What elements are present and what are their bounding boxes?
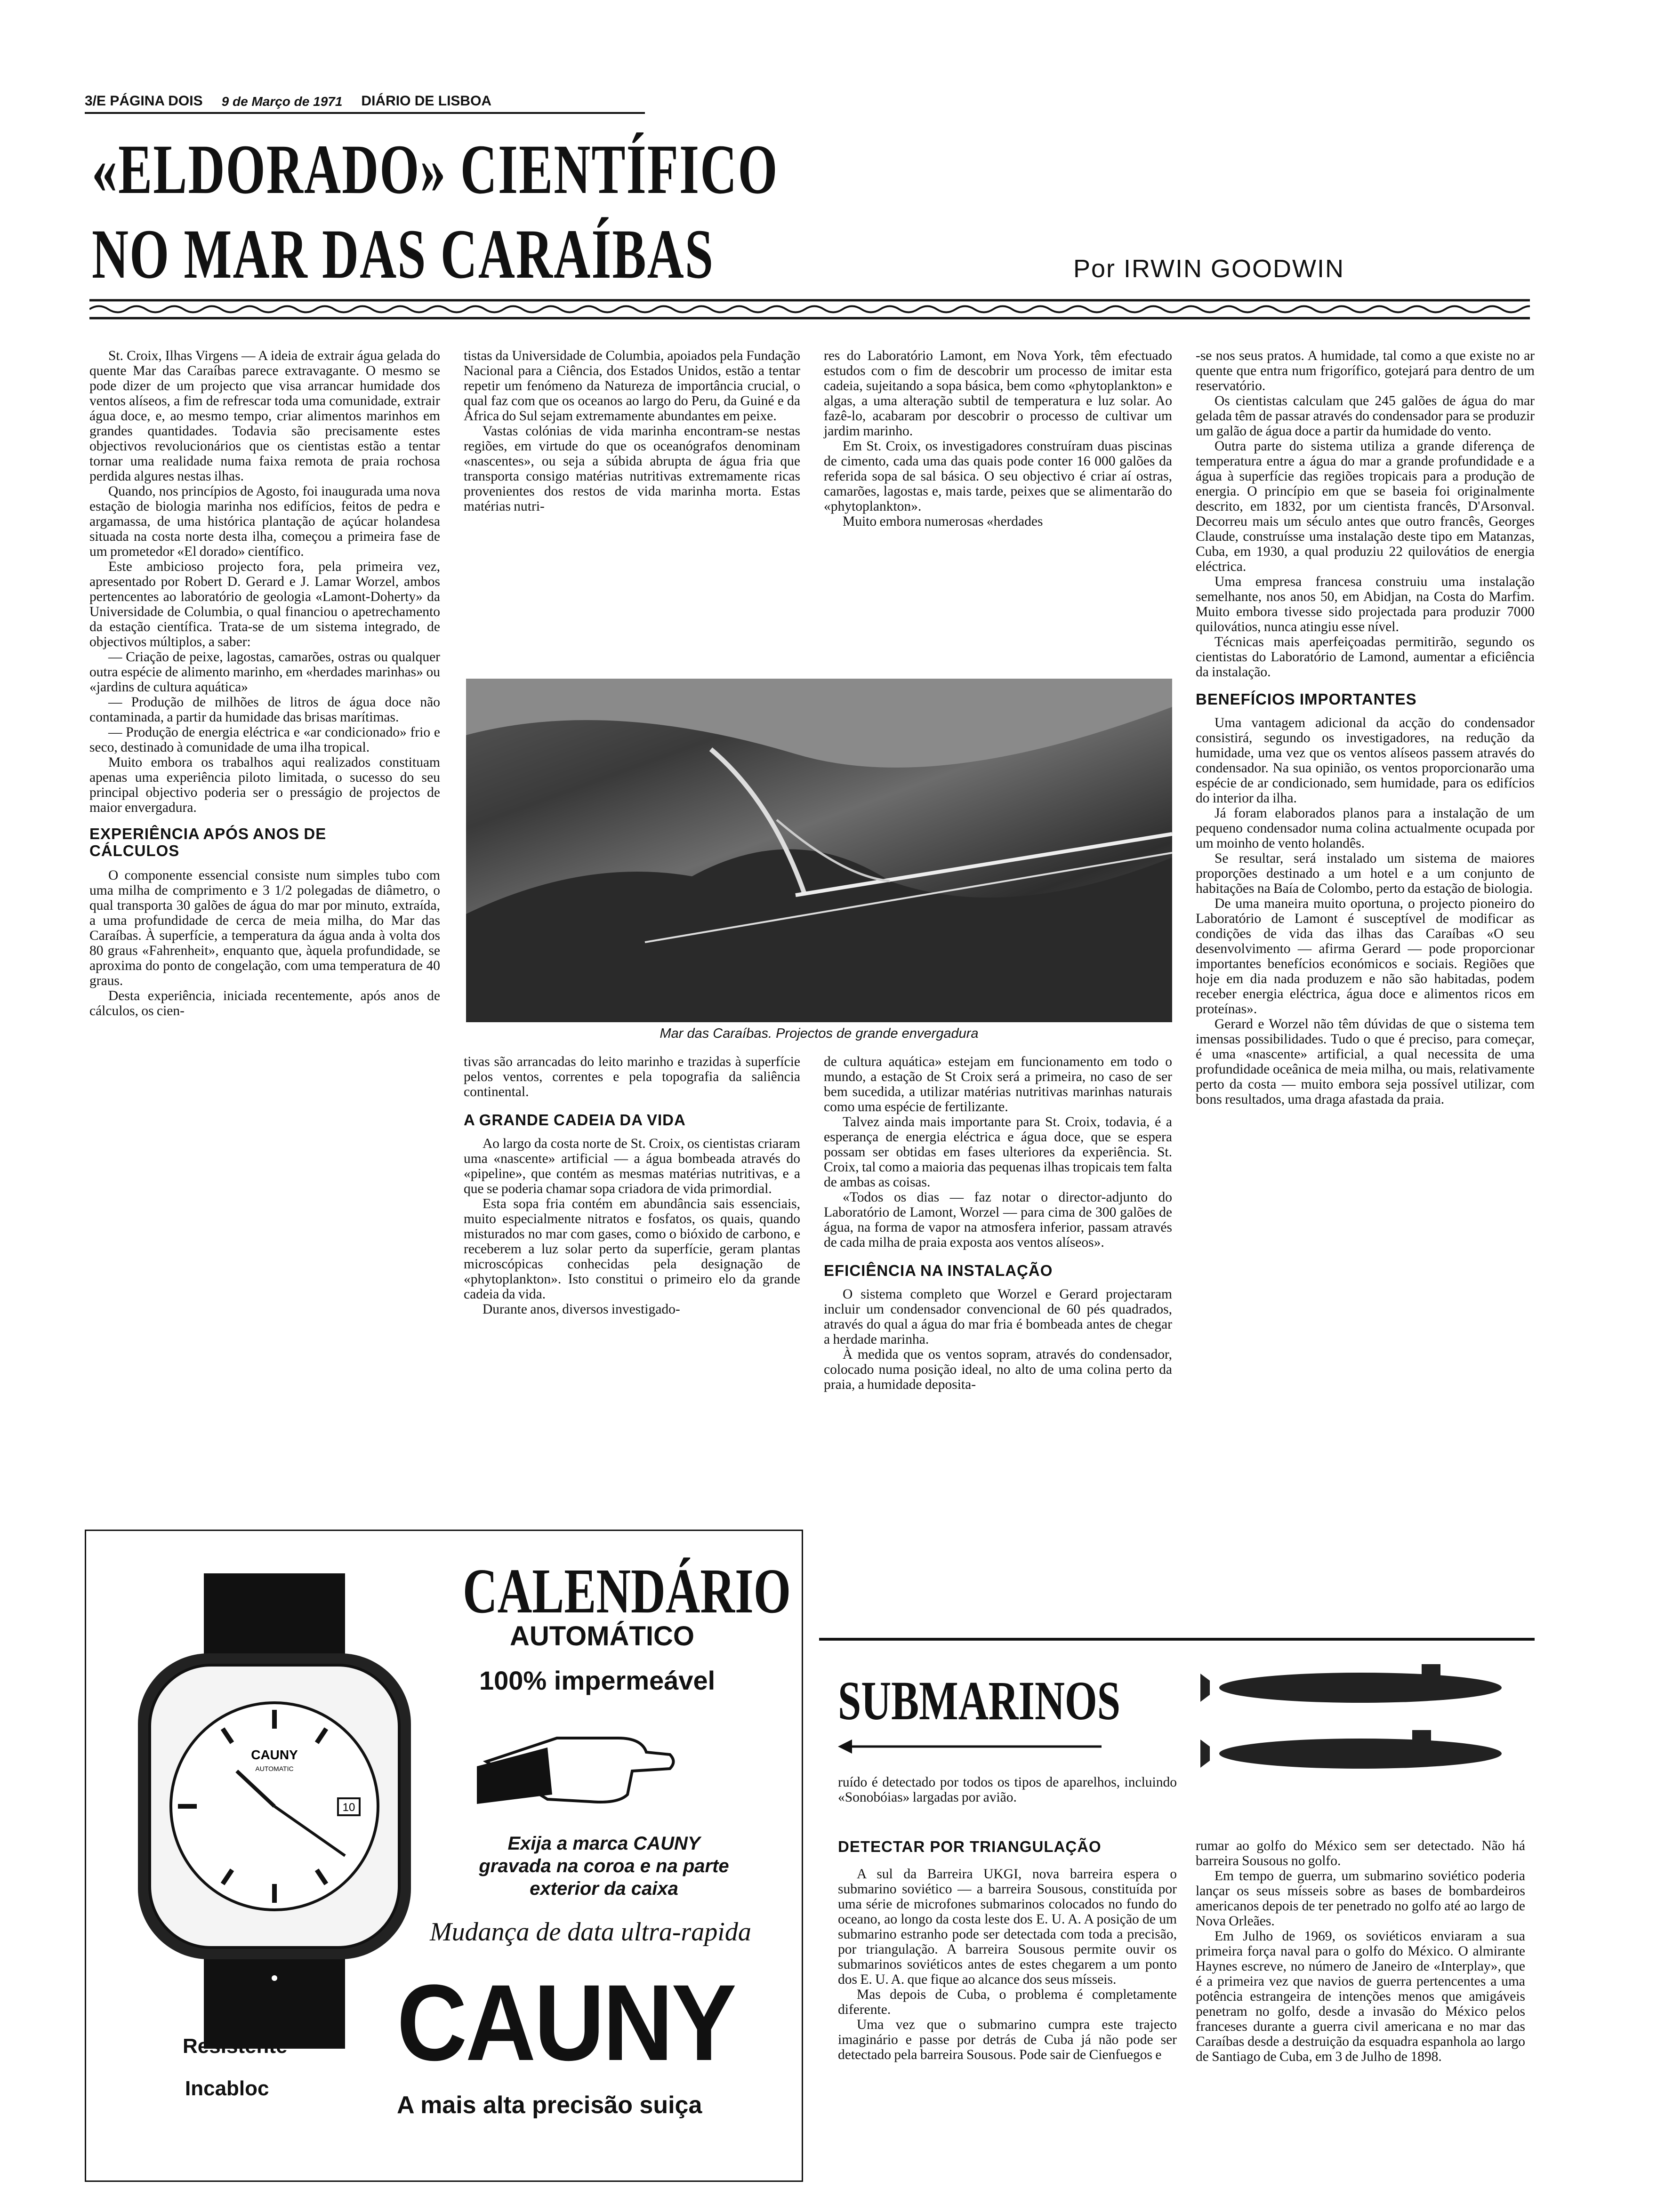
paragraph: A sul da Barreira UKGI, nova barreira espera o submarino soviético — a barreira Sousous, constituída por uma série de microfones submarinos colocados no fundo do oceano, ao longo da costa leste dos E. U. A. A posição de um submarino estranho pode ser detectada com toda a precisão, por triangulação. A barreira Sousous permite ouvir os submarinos soviéticos antes de estes chegarem a um ponto dos E. U. A. que fique ao alcance dos seus mísseis. bbox=[838, 1867, 1177, 1987]
cauny-advertisement bbox=[85, 1530, 803, 2182]
paragraph: «Todos os dias — faz notar o director-adjunto do Laboratório de Lamont, Worzel — para cima de 300 galões de água, na forma de vapor na atmosfera inferior, passam através de cada milha de praia exposta aos ventos alíseos». bbox=[824, 1190, 1172, 1250]
article-column-1 bbox=[89, 348, 440, 1018]
paragraph: de cultura aquática» estejam em funcionamento em todo o mundo, a estação de St Croix será a primeira, no caso de ser bem sucedida, a utilizar matérias nutritivas marinhas naturais como uma espécie de fertilizante. bbox=[824, 1054, 1172, 1114]
paragraph: Gerard e Worzel não têm dúvidas de que o sistema tem imensas possibilidades. Tudo o que é preciso, para começar, é uma «nascente» artificial, a qual necessita de uma profundidade oceânica de meia milha, ou mais, relativamente perto da costa — muito embora seja possível utilizar, com bons resultados, uma draga afastada da praia. bbox=[1196, 1017, 1535, 1107]
watch-illustration bbox=[124, 1573, 425, 2049]
ad-resistente: Resistente bbox=[183, 2035, 288, 2058]
aerial-photo bbox=[466, 679, 1172, 1022]
paragraph: St. Croix, Ilhas Virgens — A ideia de extrair água gelada do quente Mar das Caraíbas parece extravagante. O mesmo se pode dizer de um projecto que visa arrancar humidade dos ventos alíseos, a fim de refrescar toda uma comunidade, extrair água doce, e, ao mesmo tempo, criar alimentos marinhos em grandes quantidades. Todavia são precisamente estes objectivos revolucionários que os cientistas estão a tentar tornar uma realidade numa faixa remota de praia rochosa perdida algures nestas ilhas. bbox=[89, 348, 440, 484]
paragraph: rumar ao golfo do México sem ser detectado. Não há barreira Sousous no golfo. bbox=[1196, 1838, 1525, 1868]
subhead-experiencia: EXPERIÊNCIA APÓS ANOS DE CÁLCULOS bbox=[89, 825, 327, 859]
paragraph: Durante anos, diversos investigado- bbox=[483, 1302, 680, 1317]
paragraph: — Produção de energia eléctrica e «ar condicionado» frio e seco, destinado à comunidade de uma ilha tropical. bbox=[89, 725, 440, 755]
paragraph: Uma empresa francesa construiu uma instalação semelhante, nos anos 50, em Abidjan, na Costa do Marfim. Muito embora tivesse sido projectada para produzir 7000 quilovátios, nunca atingiu esse nível. bbox=[1196, 574, 1535, 634]
submarine-illustration bbox=[1200, 1659, 1520, 1787]
byline: Por IRWIN GOODWIN bbox=[1073, 255, 1345, 283]
newspaper-name: DIÁRIO DE LISBOA bbox=[361, 93, 492, 109]
paragraph: Muito embora os trabalhos aqui realizados constituam apenas uma experiência piloto limitada, o sucesso do seu principal objectivo poderia ser o presságio de projectos de maior envergadura. bbox=[89, 755, 440, 815]
subhead-beneficios: BENEFÍCIOS IMPORTANTES bbox=[1196, 690, 1417, 708]
paragraph: De uma maneira muito oportuna, o projecto pioneiro do Laboratório de Lamont é susceptível de modificar as condições de vida das ilhas das Caraíbas «O seu desenvolvimento — afirma Gerard — pode proporcionar importantes benefícios económicos e sociais. Regiões que hoje em dia nada produzem e não são habitadas, podem receber energia eléctrica, água doce e alimentos ricos em proteínas». bbox=[1196, 896, 1535, 1017]
issue-date: 9 de Março de 1971 bbox=[221, 94, 343, 109]
subhead-eficiencia: EFICIÊNCIA NA INSTALAÇÃO bbox=[824, 1262, 1053, 1279]
paragraph: — Criação de peixe, lagostas, camarões, ostras ou qualquer outra espécie de alimento marinho, em «herdades marinhas» ou «jardins de cultura aquática» bbox=[89, 649, 440, 695]
photo-caption: Mar das Caraíbas. Projectos de grande envergadura bbox=[660, 1026, 979, 1041]
paragraph: tivas são arrancadas do leito marinho e trazidas à superfície pelos ventos, correntes e pela topografia da saliência continental. bbox=[464, 1054, 800, 1099]
section-label: 3/E PÁGINA DOIS bbox=[85, 93, 203, 109]
paragraph: Já foram elaborados planos para a instalação de um pequeno condensador numa colina actualmente ocupada por um moinho de vento holandês. bbox=[1196, 806, 1535, 851]
paragraph: Em Julho de 1969, os soviéticos enviaram a sua primeira força naval para o golfo do México. O almirante Haynes escreve, no número de Janeiro de «Interplay», que é a primeira vez que navios de guerra pertencentes a uma potência estrangeira de intenções menos que amigáveis penetram no golfo, desde a invasão do México pelos franceses durante a guerra civil americana e no mar das Caraíbas desde a destruição da esquadra espanhola ao largo de Santiago de Cuba, em 3 de Julho de 1898. bbox=[1196, 1929, 1525, 2064]
paragraph: Quando, nos princípios de Agosto, foi inaugurada uma nova estação de biologia marinha nos edifícios, feitos de pedra e argamassa, de uma histórica plantação de açúcar holandesa situada na costa norte desta ilha, começou a primeira fase de um prometedor «El dorado» científico. bbox=[89, 484, 440, 559]
headline-line-2: NO MAR DAS CARAÍBAS bbox=[92, 215, 715, 293]
ad-precision: A mais alta precisão suiça bbox=[397, 2092, 702, 2119]
paragraph: O componente essencial consiste num simples tubo com uma milha de comprimento e 3 1/2 polegadas de diâmetro, o qual transporta 30 galões de água do mar por minuto, extraída, a uma profundidade de cerca de meia milha, do Mar das Caraíbas. À superfície, a temperatura da água anda à volta dos 80 graus «Fahrenheit», enquanto que, àquela profundidade, se aproxima do ponto de congelação, com uma temperatura de 40 graus. bbox=[89, 868, 440, 988]
paragraph: res do Laboratório Lamont, em Nova York, têm efectuado estudos com o fim de descobrir um processo de imitar esta cadeia, sujeitando a sopa básica, bem como «phytoplankton» e algas, a uma alteração subtil de temperatura e luz solar. Ao fazê-lo, acabaram por descobrir o processo de cultivar um jardim marinho. bbox=[824, 348, 1172, 439]
paragraph: Muito embora numerosas «herdades bbox=[843, 514, 1043, 529]
article-column-4 bbox=[1196, 348, 1535, 1107]
submarinos-column-1 bbox=[838, 1867, 1177, 2062]
subhead-triangulacao: DETECTAR POR TRIANGULAÇÃO bbox=[838, 1838, 1102, 1855]
submarinos-article bbox=[819, 1638, 1535, 2135]
paragraph: Ao largo da costa norte de St. Croix, os cientistas criaram uma «nascente» artificial — a água bombeada através do «pipeline», que contém as mesmas matérias nutritivas, e a que se poderia chamar sopa criadora de vida primordial. bbox=[464, 1136, 800, 1196]
subhead-cadeia: A GRANDE CADEIA DA VIDA bbox=[464, 1111, 686, 1129]
submarinos-title: SUBMARINOS bbox=[838, 1670, 1120, 1731]
watch-date-window: 10 bbox=[342, 1801, 355, 1814]
headline-line-1: «ELDORADO» CIENTÍFICO bbox=[92, 130, 779, 208]
article-column-2-bottom bbox=[464, 1054, 800, 1317]
paragraph: tistas da Universidade de Columbia, apoiados pela Fundação Nacional para a Ciência, dos Estados Unidos, estão a tentar repetir um fenómeno da Natureza de importância crucial, o qual faz com que os oceanos ao largo do Peru, da Guiné e da África do Sul sejam extremamente abundantes em peixe. bbox=[464, 348, 800, 424]
watch-brand: CAUNY bbox=[251, 1747, 298, 1762]
article-column-2-top bbox=[464, 348, 800, 514]
masthead bbox=[85, 88, 697, 109]
paragraph: Se resultar, será instalado um sistema de maiores proporções destinado a um hotel e a um conjunto de habitações na Baía de Colombo, perto da estação de biologia. bbox=[1196, 851, 1535, 896]
ad-title: CALENDÁRIO bbox=[463, 1556, 791, 1627]
paragraph: Mas depois de Cuba, o problema é completamente diferente. bbox=[838, 1987, 1177, 2017]
paragraph: Talvez ainda mais importante para St. Croix, todavia, é a esperança de energia eléctrica e água doce, que se espera possam ser obtidas em fases ulteriores da experiência. St. Croix, tal como a maioria das pequenas ilhas tropicais tem falta de ambas as coisas. bbox=[824, 1114, 1172, 1190]
paragraph: Vastas colónias de vida marinha encontram-se nestas regiões, em virtude do que os oceanógrafos denominam «nascentes», ou seja a súbida abrupta de água fria que transporta consigo matérias nutritivas extremamente ricas provenientes dos restos de vida marinha morta. Estas matérias nutri- bbox=[464, 424, 800, 514]
submarinos-column-2 bbox=[1196, 1838, 1525, 2064]
paragraph: Outra parte do sistema utiliza a grande diferença de temperatura entre a água do mar a grande profundidade e a água à superfície das regiões tropicais para a produção de energia. O princípio em que se baseia foi originalmente descrito, em 1832, por um cientista francês, D'Arsonval. Decorreu mais um século antes que outro francês, Georges Claude, construísse uma instalação deste tipo em Matanzas, Cuba, em 1930, a qual produziu 22 quilovátios de energia eléctrica. bbox=[1196, 439, 1535, 574]
article-column-3-bottom bbox=[824, 1054, 1172, 1392]
paragraph: Desta experiência, iniciada recentemente, após anos de cálculos, os cien- bbox=[89, 988, 440, 1018]
ad-demand: Exija a marca CAUNY gravada na coroa e na parte exterior da caixa bbox=[479, 1833, 729, 1899]
wave-rule bbox=[89, 297, 1530, 321]
paragraph: — Produção de milhões de litros de água doce não contaminada, a partir da humidade das brisas marítimas. bbox=[89, 695, 440, 725]
arrow-left-icon bbox=[838, 1739, 1102, 1754]
article-column-3-top bbox=[824, 348, 1172, 529]
paragraph: O sistema completo que Worzel e Gerard projectaram incluir um condensador convencional de 60 pés quadrados, através do qual a água do mar fria é bombeada antes de chegar a herdade marinha. bbox=[824, 1287, 1172, 1347]
paragraph: Técnicas mais aperfeiçoadas permitirão, segundo os cientistas do Laboratório de Lamond, aumentar a eficiência da instalação. bbox=[1196, 634, 1535, 680]
paragraph: Os cientistas calculam que 245 galões de água do mar gelada têm de passar através do condensador para se produzir um galão de água doce a partir da humidade do vento. bbox=[1196, 393, 1535, 439]
watch-sub: AUTOMATIC bbox=[255, 1765, 294, 1772]
paragraph: Uma vantagem adicional da acção do condensador consistirá, segundo os investigadores, na redução da humidade, uma vez que os ventos alíseos passem através do condensador. Na sua opinião, os ventos proporcionarão uma espécie de ar condicionado, sem humidade, para os edifícios do interior da ilha. bbox=[1196, 715, 1535, 806]
masthead-rule bbox=[85, 112, 645, 114]
paragraph: Em tempo de guerra, um submarino soviético poderia lançar os seus mísseis sobre as bases de bombardeiros americanos depois de ter penetrado no golfo até ao largo de Nova Orleães. bbox=[1196, 1868, 1525, 1929]
ad-subtitle: AUTOMÁTICO bbox=[510, 1621, 695, 1651]
paragraph: Em St. Croix, os investigadores construíram duas piscinas de cimento, cada uma das quais pode conter 16 000 galões da referida sopa de sal básica. O seu objectivo é criar aí ostras, camarões, lagostas e, mais tarde, peixes que se alimentarão do «phytoplankton». bbox=[824, 439, 1172, 514]
ad-date-change: Mudança de data ultra-rapida bbox=[430, 1917, 751, 1947]
ad-waterproof: 100% impermeável bbox=[479, 1666, 716, 1695]
paragraph: Este ambicioso projecto fora, pela primeira vez, apresentado por Robert D. Gerard e J. Lamar Worzel, ambos pertencentes ao laboratório de geologia «Lamont-Doherty» da Universidade de Columbia, o qual financiou o apetrechamento da estação científica. Trata-se de um sistema integrado, de objectivos múltiplos, a saber: bbox=[89, 559, 440, 649]
cauny-logo: CAUNY bbox=[397, 1962, 735, 2083]
paragraph: -se nos seus pratos. A humidade, tal como a que existe no ar quente que entra num frigorífico, gotejará para dentro de um reservatório. bbox=[1196, 348, 1535, 393]
pointing-hand-icon bbox=[477, 1710, 679, 1813]
paragraph: Uma vez que o submarino cumpra este trajecto imaginário e passe por detrás de Cuba já não pode ser detectado pela barreira Sousous. Pode sair de Cienfuegos e bbox=[838, 2017, 1177, 2062]
ad-incabloc: Incabloc bbox=[185, 2077, 269, 2100]
submarinos-intro: ruído é detectado por todos os tipos de aparelhos, incluindo «Sonobóias» largadas por avião. bbox=[838, 1775, 1177, 1805]
paragraph: Esta sopa fria contém em abundância sais essenciais, muito especialmente nitratos e fosfatos, os quais, quando misturados no mar com gases, como o bióxido de carbono, e receberem a luz solar perto da superfície, geram plantas microscópicas conhecidas pela designação de «phytoplankton». Isto constitui o primeiro elo da grande cadeia da vida. bbox=[464, 1196, 800, 1302]
paragraph: À medida que os ventos sopram, através do condensador, colocado numa posição ideal, no alto de uma colina perto da praia, a humidade deposita- bbox=[824, 1347, 1172, 1392]
